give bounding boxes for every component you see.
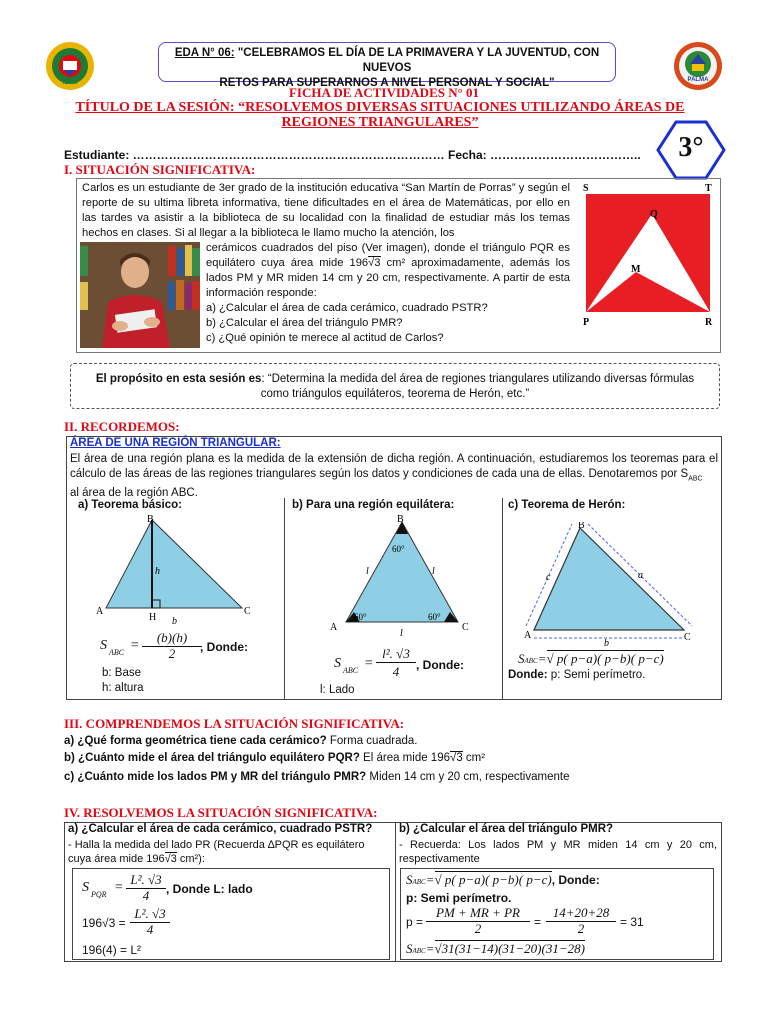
heron-applied-donde: , Donde: (551, 873, 600, 887)
eq2-den: 4 (146, 922, 154, 937)
left-note-2a: cuya área mide 196 (68, 853, 165, 865)
spqr-sub: PQR (91, 890, 107, 899)
area-intro-sub: ABC (688, 475, 703, 483)
area-intro (70, 452, 718, 501)
basic-base: b: Base (102, 667, 141, 679)
area-subheading: ÁREA DE UNA REGIÓN TRIANGULAR: (70, 437, 281, 449)
heron-label-A: A (524, 630, 532, 641)
eq-label-B: B (397, 514, 404, 525)
session-title-line-2: REGIONES TRIANGULARES” (281, 115, 479, 130)
spqr-den: 4 (142, 888, 150, 903)
section-2-heading: II. RECORDEMOS: (64, 419, 180, 434)
student-reading-image (80, 242, 200, 348)
eda-title-line-2: RETOS PARA SUPERARNOS A NIVEL PERSONAL Y SOCIAL" (219, 77, 555, 89)
eq-side-bottom: l (400, 628, 403, 639)
label-Q: Q (650, 209, 658, 220)
section-4-heading: IV. RESOLVEMOS LA SITUACIÓN SIGNIFICATIVA: (64, 805, 378, 820)
area-intro-end: al área de la región ABC. (70, 487, 198, 500)
s-final-rhs: √31(31−14)(31−20)(31−28) (434, 941, 585, 956)
purpose-box (70, 363, 720, 409)
date-field[interactable]: Fecha: ……………………………….. (448, 148, 641, 162)
heron-triangle (518, 522, 708, 647)
heron-side-a: a (638, 570, 643, 581)
heron-formula-lhs: S (518, 651, 525, 666)
eda-title-line-1: "CELEBRAMOS EL DÍA DE LA PRIMAVERA Y LA JUVENTUD, CON NUEVOS (237, 47, 600, 74)
resolve-left-title: a) ¿Calcular el área de cada cerámico, cuadrado PSTR? (68, 823, 373, 835)
grade-text: 3° (678, 132, 704, 163)
heron-applied-lhs: S (406, 872, 413, 887)
label-R: R (705, 317, 713, 328)
basic-formula-eq: = (130, 638, 140, 653)
eq-formula-sub: ABC (343, 666, 359, 675)
equilateral-triangle (326, 512, 486, 642)
sqrt-3-c-value: 3 (170, 853, 177, 865)
basic-height: h: altura (102, 682, 144, 694)
semi-perimeter-label: p: Semi perímetro. (406, 891, 512, 905)
p-lhs: p = (406, 915, 424, 929)
resolve-right-title: b) ¿Calcular el área del triángulo PMR? (399, 823, 614, 835)
basic-formula-lhs: S (100, 638, 107, 653)
left-note-line-1: - Halla la medida del lado PR (Recuerda ∆PQR es equilátero (68, 839, 365, 851)
eq2-num: L². √3 (130, 906, 170, 923)
divider-2 (502, 498, 503, 700)
eq2-formula (82, 906, 382, 938)
s3-question-a: a) ¿Qué forma geométrica tiene cada cerámico? (64, 735, 327, 747)
s-final-sub: ABC (412, 947, 426, 955)
session-title-line-1: TÍTULO DE LA SESIÓN: “RESOLVEMOS DIVERSAS SITUACIONES UTILIZANDO ÁREAS DE (75, 100, 685, 115)
basic-formula-donde: , Donde: (200, 640, 248, 654)
eq-angle-top: 60° (392, 544, 405, 554)
heron-p-label: p: Semi perímetro. (547, 669, 646, 681)
s-final (406, 940, 710, 958)
heron-side-b: b (604, 638, 609, 647)
p-formula (406, 905, 710, 937)
situation-paragraph-2a: cerámicos cuadrados del piso (Ver imagen), donde el triángulo PQR es equilátero cuya área mide 196 (206, 242, 570, 269)
eq-label-A: A (330, 622, 338, 633)
basic-label-A: A (96, 606, 104, 617)
eda-prefix: EDA N° 06: (174, 47, 235, 59)
s-final-eq: = (425, 941, 435, 956)
spqr-eq: = (114, 880, 124, 895)
basic-triangle (92, 512, 262, 630)
heron-side-c: c (546, 572, 551, 583)
session-title (60, 100, 700, 130)
s-final-lhs: S (406, 941, 413, 956)
basic-formula-den: 2 (168, 646, 176, 661)
heron-donde (508, 669, 645, 681)
spqr-num: L². √3 (126, 872, 166, 889)
heron-formula-sub: ABC (524, 657, 538, 665)
heron-donde-label: Donde: (508, 669, 548, 681)
purpose-label: El propósito en esta sesión es (95, 373, 262, 385)
heron-applied-rhs: √ p( p−a)( p−b)( p−c) (434, 872, 552, 887)
tile-figure (578, 180, 720, 330)
heron-formula-eq: = (537, 651, 547, 666)
situation-paragraph-2 (206, 241, 570, 301)
basic-label-H: H (149, 612, 157, 623)
section-3-qc (64, 771, 569, 783)
eq-side-right: l (432, 566, 435, 577)
table-divider (395, 822, 396, 962)
question-a: a) ¿Calcular el área de cada cerámico, cuadrado PSTR? (206, 302, 488, 314)
resolve-left-note (68, 838, 390, 866)
eq-formula-num: l². √3 (376, 646, 416, 663)
left-note-2b: cm²): (176, 853, 205, 865)
equilateral-side-label: l: Lado (320, 684, 355, 696)
basic-label-B: B (147, 514, 154, 525)
basic-label-b: b (172, 616, 177, 627)
eq3: 196(4) = L² (82, 943, 142, 957)
s3-answer-a: Forma cuadrada. (326, 735, 418, 747)
eq-angle-left: 60° (354, 612, 367, 622)
purpose-text: : “Determina la medida del área de regiones triangulares utilizando diversas fórmulas como triángulos equiláteros, teorema de Herón, etc.” (260, 373, 695, 400)
p-num-2: 14+20+28 (546, 905, 616, 922)
situation-questions (206, 301, 570, 346)
right-logo-label: PALMA (687, 77, 709, 83)
heron-applied-eq: = (425, 872, 435, 887)
heron-applied-sub: ABC (412, 878, 426, 886)
eq-formula-donde: , Donde: (416, 658, 464, 672)
question-c: c) ¿Qué opinión te merece al actitud de Carlos? (206, 332, 444, 344)
label-S: S (583, 183, 589, 194)
s3-answer-b: El área mide 196 (359, 752, 450, 764)
basic-formula-num: (b)(h) (142, 630, 202, 647)
section-3-heading: III. COMPRENDEMOS LA SITUACIÓN SIGNIFICATIVA: (64, 716, 405, 731)
heron-label-C: C (684, 632, 691, 643)
p-num-1: PM + MR + PR (426, 905, 530, 922)
sqrt-3-c: √3 (164, 853, 177, 865)
heron-label-B: B (578, 522, 585, 531)
left-logo-label: IEPM (62, 80, 78, 86)
heron-formula-rhs: √ p( p−a)( p−b)( p−c) (546, 651, 664, 666)
sqrt-3-b: √3 (450, 752, 463, 764)
s3-question-c: c) ¿Cuánto mide los lados PM y MR del triángulo PMR? (64, 771, 367, 783)
left-note-line-2 (68, 852, 390, 866)
eq-side-left: l (366, 566, 369, 577)
p-eq-2: = (534, 915, 542, 929)
sqrt-3-b-value: 3 (456, 752, 463, 764)
situation-paragraph-1: Carlos es un estudiante de 3er grado de la institución educativa “San Martín de Porras” y según el reporte de su ultima libreta informativa, tiene dificultades en el área de Matemáticas, por ello en las tardes va asistir a la biblioteca de su localidad con la finalidad de estudiar más los temas hechos en clases. Si al llegar a la biblioteca le llamo mucho la atención, los (82, 182, 570, 239)
s3-answer-b-unit: cm² (462, 752, 486, 764)
eq-angle-right: 60° (428, 612, 441, 622)
ficha-title: FICHA DE ACTIVIDADES N° 01 (288, 85, 480, 100)
s3-answer-c: Miden 14 cm y 20 cm, respectivamente (366, 771, 570, 783)
p-den-1: 2 (474, 921, 482, 936)
theorem-a-title: a) Teorema básico: (78, 499, 182, 511)
label-M: M (631, 264, 641, 275)
eda-header (158, 42, 616, 89)
student-field[interactable]: Estudiante: …………………………………………………………………… (64, 148, 445, 162)
p-result: = 31 (620, 915, 644, 929)
sqrt-3-a-value: 3 (374, 257, 381, 269)
grade-badge (656, 120, 726, 180)
eq-formula-eq: = (364, 656, 374, 671)
theorem-b-title: b) Para una región equilátera: (292, 499, 455, 511)
label-T: T (705, 183, 712, 194)
spqr-formula (82, 872, 382, 904)
eq-label-C: C (462, 622, 469, 633)
resolve-right-note: - Recuerda: Los lados PM y MR miden 14 cm y 20 cm, respectivamente (399, 839, 717, 865)
section-1-heading: I. SITUACIÓN SIGNIFICATIVA: (64, 162, 256, 177)
theorem-c-title: c) Teorema de Herón: (508, 499, 626, 511)
basic-formula-sub: ABC (109, 648, 125, 657)
section-3-qa (64, 735, 417, 747)
section-3-qb (64, 752, 485, 764)
divider-1 (284, 498, 285, 700)
label-P: P (583, 317, 590, 328)
basic-label-C: C (244, 606, 251, 617)
s3-question-b: b) ¿Cuánto mide el área del triángulo equilátero PQR? (64, 752, 360, 764)
area-intro-text: El área de una región plana es la medida de la extensión de dicha región. A continuación, estudiaremos los teoremas para el cálculo de las áreas de las regiones triangulares según los datos y condiciones de cada una de ellas. Denotaremos por S (70, 453, 718, 480)
heron-applied (406, 871, 710, 889)
basic-label-h: h (155, 566, 160, 577)
heron-formula (518, 650, 708, 668)
eq2-lhs: 196√3 = (82, 916, 126, 930)
spqr-lhs: S (82, 880, 89, 895)
question-b: b) ¿Calcular el área del triángulo PMR? (206, 317, 403, 329)
situation-paragraph-2b: cm² aproximadamente, además los lados PM y MR miden 14 cm y 20 cm, respectivamente. A partir de esta información responde: (206, 257, 570, 299)
spqr-tail: , Donde L: lado (166, 882, 253, 896)
sqrt-3-a: √3 (368, 257, 381, 269)
eq-formula-lhs: S (334, 656, 341, 671)
p-den-2: 2 (577, 921, 585, 936)
eq-formula-den: 4 (392, 664, 400, 679)
